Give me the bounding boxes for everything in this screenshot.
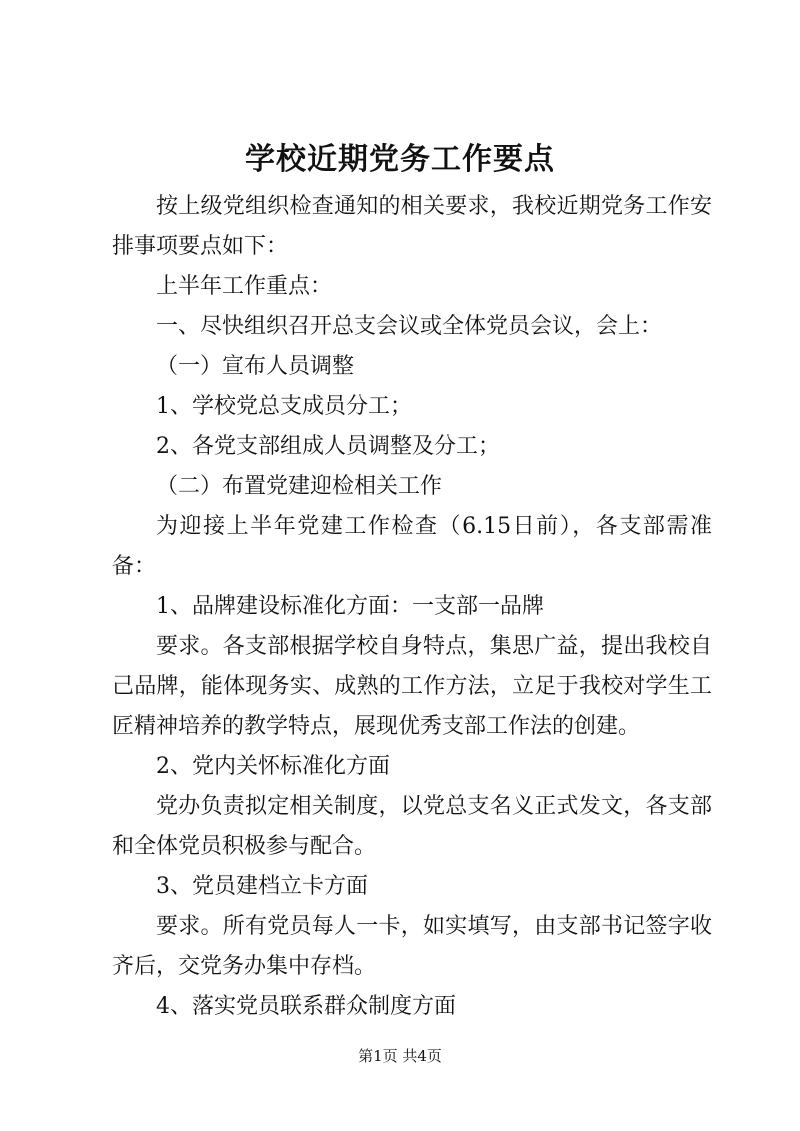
paragraph-item-2: 2、各党支部组成人员调整及分工； xyxy=(156,434,500,459)
paragraph-section-one: 一、尽快组织召开总支会议或全体党员会议，会上： xyxy=(156,314,663,339)
paragraph-subsection-one: （一）宣布人员调整 xyxy=(156,354,355,379)
paragraph-brand-requirement: 要求。各支部根据学校自身特点，集思广益，提出我校自己品牌，能体现务实、成熟的工作方法，立足于我校对学生工匠精神培养的教学特点，展现优秀支部工作法的创建。 xyxy=(112,634,712,739)
paragraph-subsection-two: （二）布置党建迎检相关工作 xyxy=(156,474,443,499)
paragraph-intro: 按上级党组织检查通知的相关要求，我校近期党务工作安排事项要点如下： xyxy=(112,194,712,259)
paragraph-first-half-heading: 上半年工作重点： xyxy=(156,274,333,299)
document-body xyxy=(112,187,712,1027)
paragraph-contact-system: 4、落实党员联系群众制度方面 xyxy=(156,994,456,1019)
paragraph-care-standard: 2、党内关怀标准化方面 xyxy=(156,754,390,779)
page-footer: 第1页 共4页 xyxy=(358,1047,442,1065)
paragraph-member-files: 3、党员建档立卡方面 xyxy=(156,874,368,899)
paragraph-item-1: 1、学校党总支成员分工； xyxy=(156,394,412,419)
paragraph-member-files-requirement: 要求。所有党员每人一卡，如实填写，由支部书记签字收齐后，交党务办集中存档。 xyxy=(112,914,712,979)
paragraph-brand-standard: 1、品牌建设标准化方面：一支部一品牌 xyxy=(156,594,544,619)
page-title: 学校近期党务工作要点 xyxy=(245,142,555,177)
paragraph-care-details: 党办负责拟定相关制度，以党总支名义正式发文，各支部和全体党员积极参与配合。 xyxy=(112,794,712,859)
paragraph-inspection-prep: 为迎接上半年党建工作检查（6.15日前），各支部需准备： xyxy=(112,514,712,579)
